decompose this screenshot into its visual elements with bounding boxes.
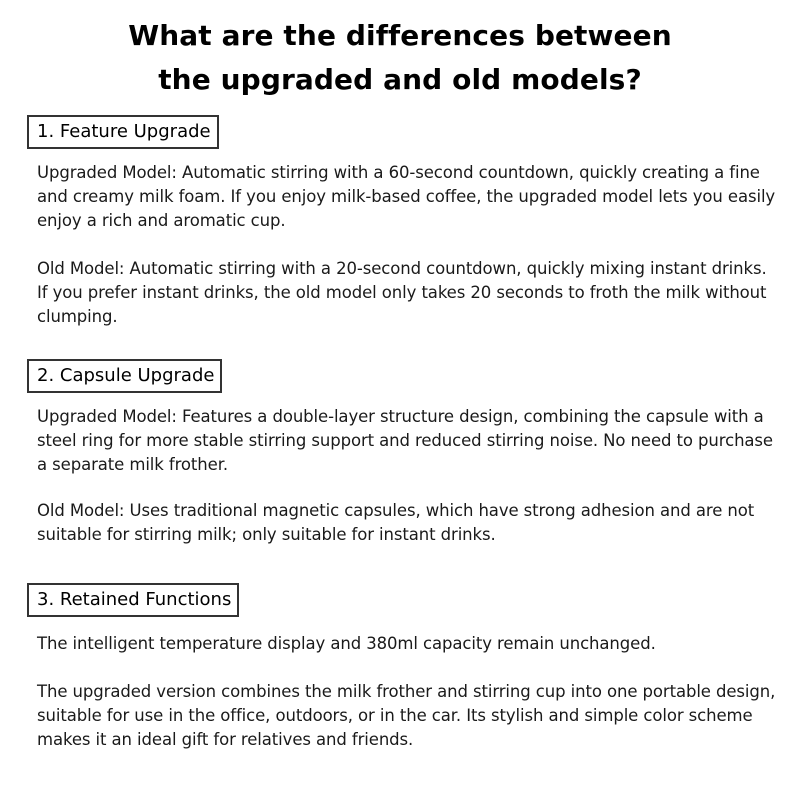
section-heading-retained-functions: 3. Retained Functions — [27, 583, 239, 617]
section-3-paragraph-unchanged: The intelligent temperature display and 380ml capacity remain unchanged. — [37, 634, 656, 653]
section-2-paragraph-upgraded: Upgraded Model: Features a double-layer structure design, combining the capsule with a steel ring for more stable stirring support and reduced stirring noise. No need to purchase a separate milk frother. — [37, 407, 773, 474]
page-title-line-1: What are the differences between — [128, 19, 672, 52]
section-1-paragraph-upgraded: Upgraded Model: Automatic stirring with a 60-second countdown, quickly creating a fine and creamy milk foam. If you enjoy milk-based coffee, the upgraded model lets you easily enjoy a rich and aromatic cup. — [37, 163, 776, 230]
section-heading-feature-upgrade: 1. Feature Upgrade — [27, 115, 219, 149]
section-3-paragraph-upgraded-version: The upgraded version combines the milk frother and stirring cup into one portable design, suitable for use in the office, outdoors, or in the car. Its stylish and simple color scheme makes it an ideal gift for relatives and friends. — [37, 682, 776, 749]
page-title-line-2: the upgraded and old models? — [158, 63, 642, 96]
page-title — [0, 14, 800, 102]
section-1-paragraph-old: Old Model: Automatic stirring with a 20-second countdown, quickly mixing instant drinks. If you prefer instant drinks, the old model only takes 20 seconds to froth the milk without clumping. — [37, 259, 767, 326]
section-2-paragraph-old: Old Model: Uses traditional magnetic capsules, which have strong adhesion and are not suitable for stirring milk; only suitable for instant drinks. — [37, 501, 755, 544]
section-heading-capsule-upgrade: 2. Capsule Upgrade — [27, 359, 222, 393]
